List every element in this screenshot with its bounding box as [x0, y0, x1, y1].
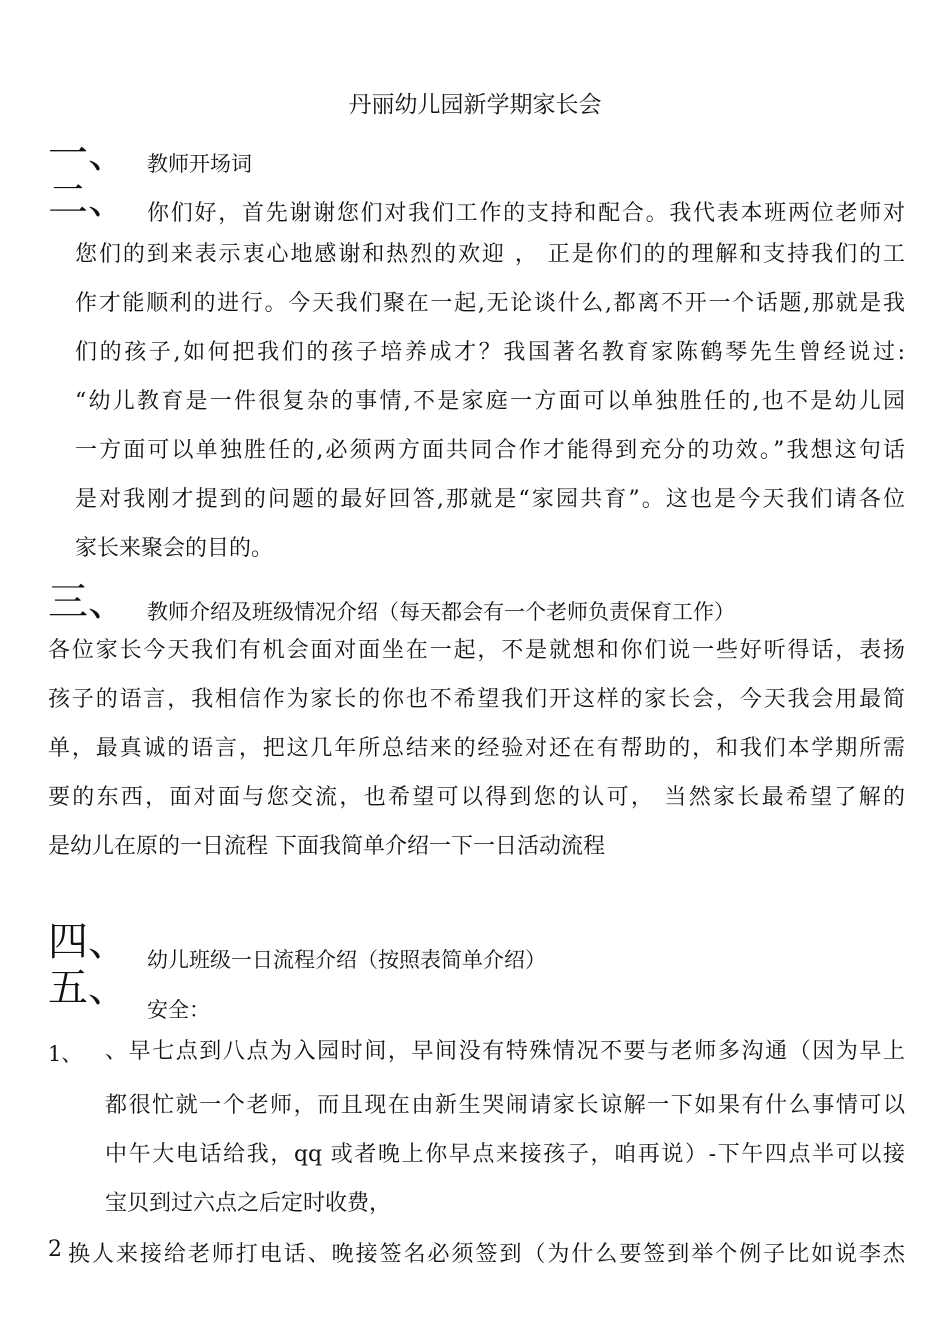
paragraph-line: 孩子的语言，我相信作为家长的你也不希望我们开这样的家长会，今天我会用最简: [48, 687, 905, 712]
paragraph-line: 各位家长今天我们有机会面对面坐在一起，不是就想和你们说一些好听得话，表扬: [48, 638, 905, 663]
paragraph-line: “幼儿教育是一件很复杂的事情,不是家庭一方面可以单独胜任的,也不是幼儿园: [75, 389, 905, 414]
paragraph-line: 都很忙就一个老师，而且现在由新生哭闹请家长谅解一下如果有什么事情可以: [105, 1093, 905, 1118]
document-title: 丹丽幼儿园新学期家长会: [348, 92, 602, 118]
section-heading: 教师介绍及班级情况介绍（每天都会有一个老师负责保育工作）: [147, 600, 735, 624]
section-paragraph: [75, 230, 905, 573]
list-item-number: 2: [48, 1237, 62, 1262]
paragraph-line: 们的孩子,如何把我们的孩子培养成才？我国著名教育家陈鹤琴先生曾经说过:: [75, 340, 905, 365]
paragraph-line: 单，最真诚的语言，把这几年所总结来的经验对还在有帮助的，和我们本学期所需: [48, 736, 905, 761]
list-item-text: 换人来接给老师打电话、晚接签名必须签到（为什么要签到举个例子比如说李杰: [68, 1242, 905, 1267]
section-heading: 安全：: [147, 998, 210, 1022]
list-item-number: 1、: [48, 1042, 83, 1066]
section-paragraph: [48, 626, 905, 871]
section-number: 一、: [48, 131, 128, 177]
paragraph-line: 一方面可以单独胜任的,必须两方面共同合作才能得到充分的功效。”我想这句话: [75, 438, 905, 463]
section-heading: 你们好，首先谢谢您们对我们工作的支持和配合。我代表本班两位老师对: [147, 201, 905, 226]
paragraph-line: 是对我刚才提到的问题的最好回答,那就是“家园共育”。这也是今天我们请各位: [75, 487, 905, 512]
paragraph-line: 是幼儿在原的一日流程 下面我简单介绍一下一日活动流程: [48, 834, 605, 859]
section-heading: 幼儿班级一日流程介绍（按照表简单介绍）: [147, 948, 546, 972]
section-heading: 教师开场词: [147, 152, 252, 176]
paragraph-line: 中午大电话给我，qq 或者晚上你早点来接孩子，咱再说）-下午四点半可以接: [105, 1142, 905, 1167]
paragraph-line: 您们的到来表示衷心地感谢和热烈的欢迎 ， 正是你们的的理解和支持我们的工: [75, 242, 905, 267]
section-number: 二、: [48, 177, 128, 223]
paragraph-line: 要的东西，面对面与您交流，也希望可以得到您的认可， 当然家长最希望了解的: [48, 785, 905, 810]
section-number: 五、: [48, 965, 128, 1011]
paragraph-line: 宝贝到过六点之后定时收费，: [105, 1191, 392, 1216]
list-item-text: 、早七点到八点为入园时间，早间没有特殊情况不要与老师多沟通（因为早上: [105, 1039, 905, 1064]
paragraph-line: 作才能顺利的进行。今天我们聚在一起,无论谈什么,都离不开一个话题,那就是我: [75, 291, 905, 316]
list-item-paragraph: [105, 1081, 905, 1228]
paragraph-line: 家长来聚会的目的。: [75, 536, 274, 561]
section-number: 四、: [48, 919, 128, 965]
section-number: 三、: [48, 579, 128, 625]
